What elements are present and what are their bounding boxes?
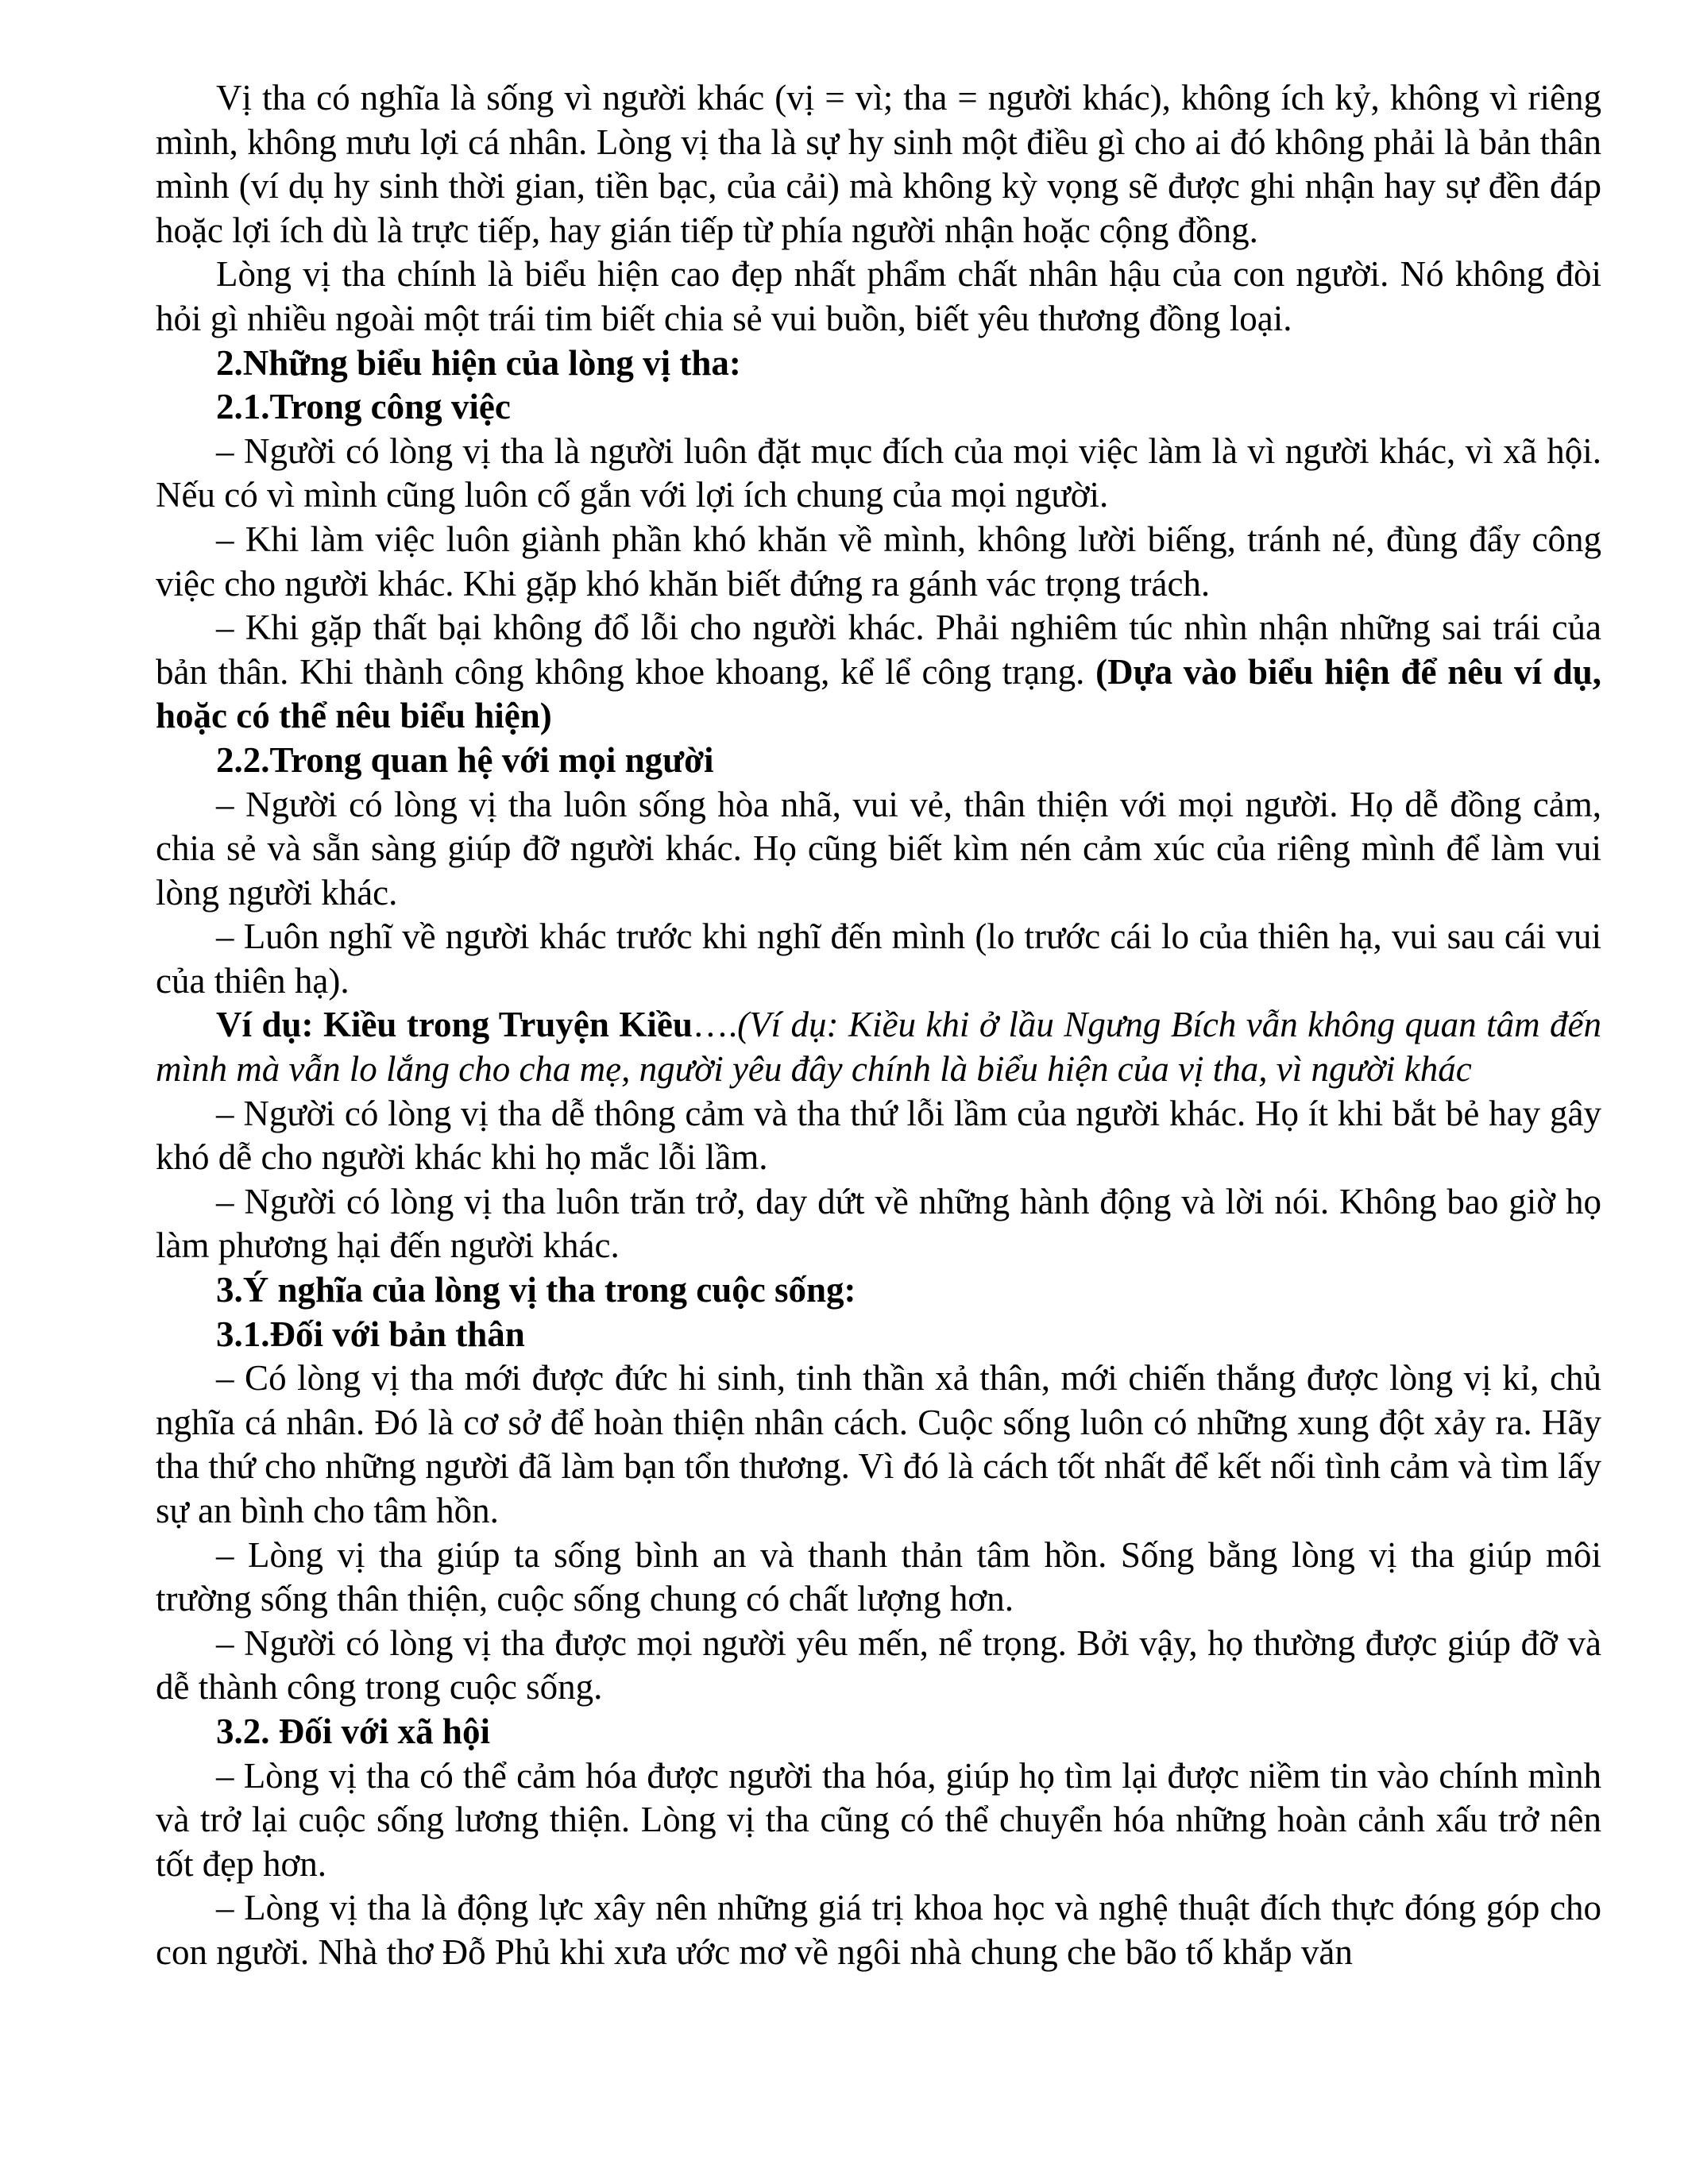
paragraph-work-difficulty: – Khi làm việc luôn giành phần khó khăn về mình, không lười biếng, tránh né, đùng đẩy công việc cho người khác. Khi gặp khó khăn biết đứng ra gánh vác trọng trách. xyxy=(156,519,1601,604)
paragraph-society-transform: – Lòng vị tha có thể cảm hóa được người tha hóa, giúp họ tìm lại được niềm tin vào chính mình và trở lại cuộc sống lương thiện. Lòng vị tha cũng có thể chuyển hóa những hoàn cảnh xấu trở nên tốt đẹp hơn. xyxy=(156,1755,1601,1884)
heading-section-2: 2.Những biểu hiện của lòng vị tha: xyxy=(216,342,741,383)
heading-section-3-1: 3.1.Đối với bản thân xyxy=(216,1314,525,1354)
paragraph-work-purpose: – Người có lòng vị tha là người luôn đặt mục đích của mọi việc làm là vì người khác, vì xã hội. Nếu có vì mình cũng luôn cố gắn với lợi ích chung của mọi người. xyxy=(156,430,1601,515)
heading-section-3-2: 3.2. Đối với xã hội xyxy=(216,1711,490,1751)
heading-section-3: 3.Ý nghĩa của lòng vị tha trong cuộc sống: xyxy=(216,1270,856,1310)
paragraph-relations-reflective: – Người có lòng vị tha luôn trăn trở, day dứt về những hành động và lời nói. Không bao giờ họ làm phương hại đến người khác. xyxy=(156,1181,1601,1266)
paragraph-society-motivation: – Lòng vị tha là động lực xây nên những giá trị khoa học và nghệ thuật đích thực đóng góp cho con người. Nhà thơ Đỗ Phủ khi xưa ước mơ về ngôi nhà chung che bão tố khắp văn xyxy=(156,1888,1601,1972)
paragraph-definition: Vị tha có nghĩa là sống vì người khác (vị = vì; tha = người khác), không ích kỷ, không vì riêng mình, không mưu lợi cá nhân. Lòng vị tha là sự hy sinh một điều gì cho ai đó không phải là bản thân mình (ví dụ hy sinh thời gian, tiền bạc, của cải) mà không kỳ vọng sẽ được ghi nhận hay sự đền đáp hoặc lợi ích dù là trực tiếp, hay gián tiếp từ phía người nhận hoặc cộng đồng. xyxy=(156,78,1601,250)
example-description: (Ví dụ: Kiều khi ở lầu Ngưng Bích vẫn không quan tâm đến mình mà vẫn lo lắng cho cha mẹ, người yêu đây chính là biểu hiện của vị tha, vì người khác xyxy=(156,1005,1601,1090)
paragraph-self-peace: – Lòng vị tha giúp ta sống bình an và thanh thản tâm hồn. Sống bằng lòng vị tha giúp môi trường sống thân thiện, cuộc sống chung có chất lượng hơn. xyxy=(156,1534,1601,1619)
example-ellipsis: …. xyxy=(692,1005,738,1045)
paragraph-noble-expression: Lòng vị tha chính là biểu hiện cao đẹp nhất phẩm chất nhân hậu của con người. Nó không đòi hỏi gì nhiều ngoài một trái tim biết chia sẻ vui buồn, biết yêu thương đồng loại. xyxy=(156,254,1601,338)
paragraph-relations-friendly: – Người có lòng vị tha luôn sống hòa nhã, vui vẻ, thân thiện với mọi người. Họ dễ đồng cảm, chia sẻ và sẵn sàng giúp đỡ người khác. Họ cũng biết kìm nén cảm xúc của riêng mình để làm vui lòng người khác. xyxy=(156,784,1601,913)
heading-section-2-2: 2.2.Trong quan hệ với mọi người xyxy=(216,739,714,780)
document-page xyxy=(156,76,1601,1975)
paragraph-relations-others-first: – Luôn nghĩ về người khác trước khi nghĩ đến mình (lo trước cái lo của thiên hạ, vui sau cái vui của thiên hạ). xyxy=(156,916,1601,1001)
example-label: Ví dụ: Kiều trong Truyện Kiều xyxy=(216,1005,693,1045)
paragraph-relations-forgiving: – Người có lòng vị tha dễ thông cảm và tha thứ lỗi lầm của người khác. Họ ít khi bắt bẻ hay gây khó dễ cho người khác khi họ mắc lỗi lầm. xyxy=(156,1093,1601,1178)
paragraph-work-failure-text: – Khi gặp thất bại không đổ lỗi cho người khác. Phải nghiêm túc nhìn nhận những sai trái của bản thân. Khi thành công không khoe khoang, kể lể công trạng. xyxy=(156,608,1601,692)
paragraph-work-failure xyxy=(156,606,1601,739)
heading-section-2-1: 2.1.Trong công việc xyxy=(216,387,511,427)
paragraph-self-respect: – Người có lòng vị tha được mọi người yêu mến, nể trọng. Bởi vậy, họ thường được giúp đỡ và dễ thành công trong cuộc sống. xyxy=(156,1623,1601,1707)
paragraph-work-failure-note: (Dựa vào biểu hiện để nêu ví dụ, hoặc có thể nêu biểu hiện) xyxy=(156,651,1601,736)
paragraph-example-kieu xyxy=(156,1003,1601,1091)
paragraph-self-sacrifice: – Có lòng vị tha mới được đức hi sinh, tinh thần xả thân, mới chiến thắng được lòng vị kỉ, chủ nghĩa cá nhân. Đó là cơ sở để hoàn thiện nhân cách. Cuộc sống luôn có những xung đột xảy ra. Hãy tha thứ cho những người đã làm bạn tổn thương. Vì đó là cách tốt nhất để kết nối tình cảm và tìm lấy sự an bình cho tâm hồn. xyxy=(156,1358,1601,1530)
